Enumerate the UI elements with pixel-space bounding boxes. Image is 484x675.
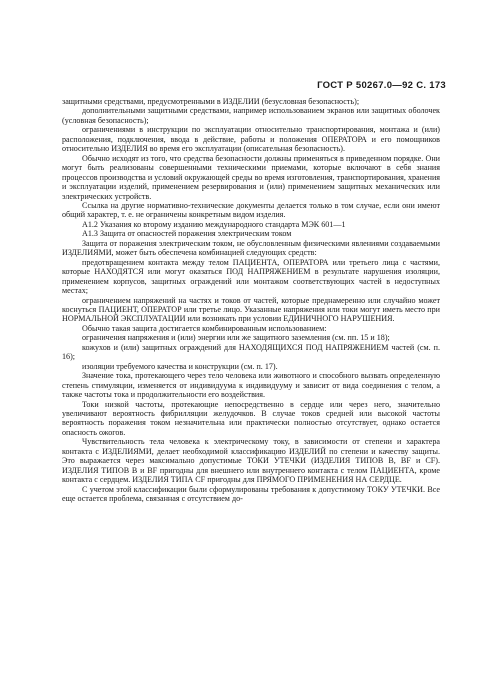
paragraph: ограничением напряжений на частях и токов от частей, которые преднамеренно или случайно может коснуться ПАЦИЕНТ, ОПЕРАТОР или третье лицо. Указанные напряжения или токи могут иметь место при НОРМАЛЬНОЙ ЭКСПЛУАТАЦИИ или возникать при условии ЕДИНИЧНОГО НАРУШЕНИЯ.: [62, 295, 440, 324]
paragraph: Ссылка на другие нормативно-технические документы делается только в том случае, если они имеют общий характер, т. е. не ограничены конкретным видом изделия.: [62, 200, 440, 220]
paragraph: Обычно исходят из того, что средства безопасности должны применяться в приведенном порядке. Они могут быть реализованы совершенными техническими приемами, которые включают в себя знания процессов производства и условий окружающей среды во время изготовления, транспортирования, хранения и эксплуатации изделий, применением резервирования и (или) применением защитных механических или электрических устройств.: [62, 153, 440, 201]
paragraph: С учетом этой классификации были сформулированы требования к допустимому ТОКУ УТЕЧКИ. Все еще остается проблема, связанная с отсутствием до-: [62, 484, 440, 504]
paragraph: изоляции требуемого качества и конструкции (см. п. 17).: [82, 361, 278, 371]
paragraph: кожухов и (или) защитных ограждений для НАХОДЯЩИХСЯ ПОД НАПРЯЖЕНИЕМ частей (см. п. 16);: [62, 342, 440, 362]
paragraph: защитными средствами, предусмотренными в ИЗДЕЛИИ (безусловная безопасность);: [62, 97, 360, 106]
paragraph: Токи низкой частоты, протекающие непосредственно в сердце или через него, значительно увеличивают вероятность фибрилляции желудочков. В случае токов средней или высокой частоты вероятность поражения током незначительна или практически полностью отсутствует, однако остается опасность ожогов.: [62, 399, 440, 437]
paragraph: ограничения напряжения и (или) энергии или же защитного заземления (см. пп. 15 и 18);: [82, 333, 390, 343]
paragraph: ограничениями в инструкции по эксплуатации относительно транспортирования, монтажа и (или) расположения, подключения, ввода в действие, работы и положения ОПЕРАТОРА и его помощников относительно ИЗДЕЛИЯ во время его эксплуатации (описательная безопасность).: [62, 125, 440, 154]
paragraph: предотвращением контакта между телом ПАЦИЕНТА, ОПЕРАТОРА или третьего лица с частями, которые НАХОДЯТСЯ или могут оказаться ПОД НАПРЯЖЕНИЕМ в результате нарушения изоляции, применением корпусов, защитных ограждений или монтажом соответствующих частей в недоступных местах;: [62, 257, 440, 296]
paragraph: Обычно такая защита достигается комбинированным использованием:: [82, 323, 327, 333]
paragraph: Защита от поражения электрическим током, не обусловленным физическими явлениями создаваемыми ИЗДЕЛИЯМИ, может быть обеспечена комбинацией следующих средств:: [62, 238, 440, 258]
document-body: [62, 97, 440, 503]
paragraph: Чувствительность тела человека к электрическому току, в зависимости от степени и характера контакта с ИЗДЕЛИЯМИ, делает необходимой классификацию ИЗДЕЛИЙ по степени и качеству защиты. Это выражается через максимально допустимые ТОКИ УТЕЧКИ (ИЗДЕЛИЯ ТИПОВ В, ВF и СF). ИЗДЕЛИЯ ТИПОВ В и ВF пригодны для внешнего или внутреннего контакта с телом ПАЦИЕНТА, кроме контакта с сердцем. ИЗДЕЛИЯ ТИПА СF пригодны для ПРЯМОГО ПРИМЕНЕНИЯ НА СЕРДЦЕ.: [62, 437, 440, 485]
paragraph: дополнительными защитными средствами, например использованием экранов или защитных оболочек (условная безопасность);: [62, 106, 440, 125]
page-header: ГОСТ Р 50267.0—92 С. 173: [317, 80, 446, 91]
paragraph: Значение тока, протекающего через тело человека или животного и способного вызвать определенную степень стимуляции, изменяется от индивидуума к индивидууму и зависит от вида соединения с телом, а также частоты тока и продолжительности его воздействия.: [62, 371, 440, 400]
paragraph: А1.2 Указания ко второму изданию международного стандарта МЭК 601—1: [82, 219, 346, 229]
paragraph: А1.3 Защита от опасностей поражения электрическим током: [82, 229, 292, 239]
